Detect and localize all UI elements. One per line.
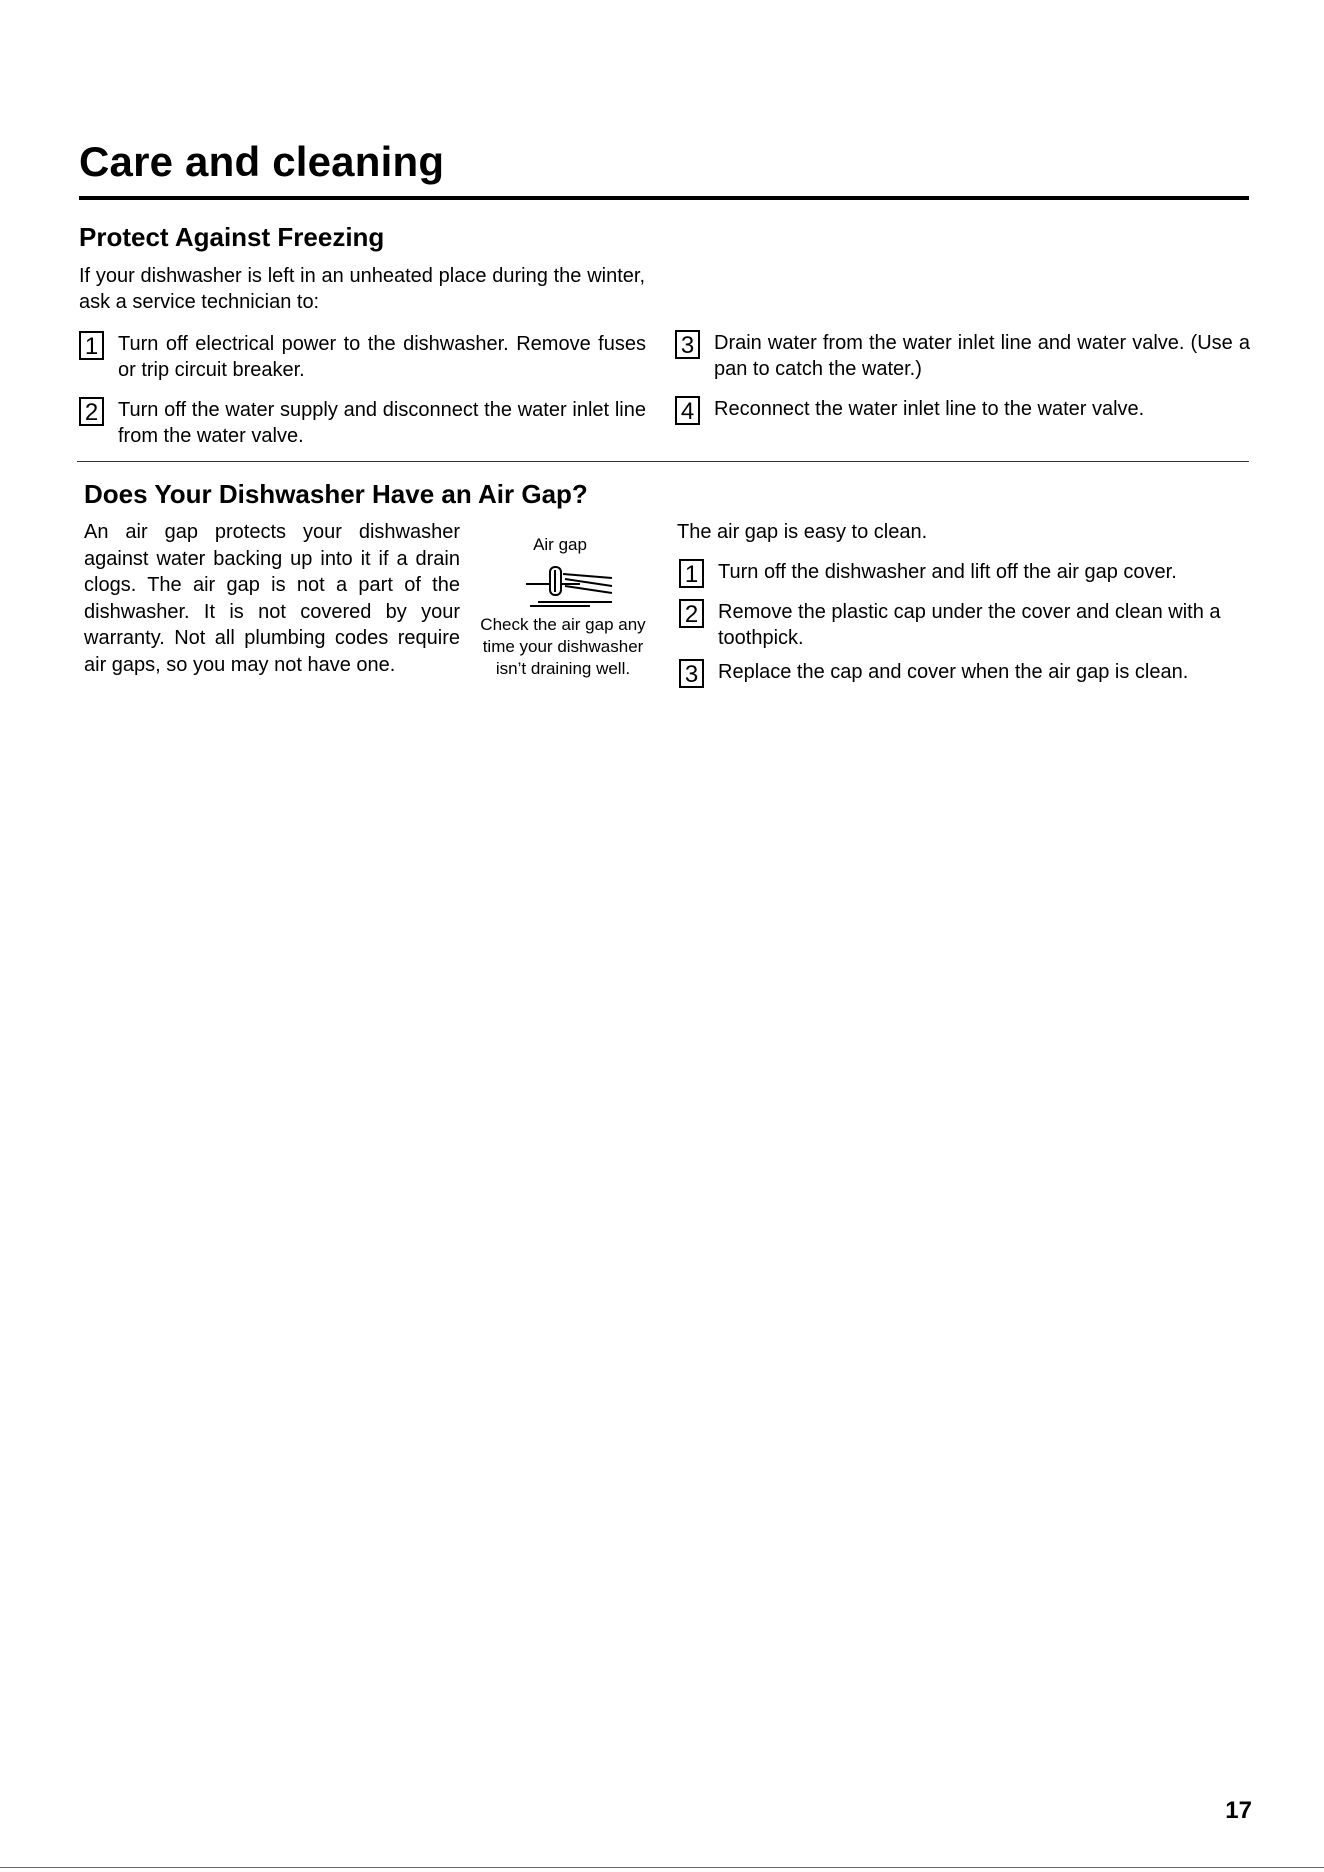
step-text: Drain water from the water inlet line and water valve. (Use a pan to catch the water.)	[714, 332, 1250, 380]
step-number-box: 3	[679, 659, 704, 688]
title-divider	[79, 196, 1249, 200]
step-number-box: 1	[79, 331, 104, 360]
section-heading-freezing: Protect Against Freezing	[79, 222, 385, 252]
air-gap-illustration	[520, 562, 620, 614]
step-text: Turn off the water supply and disconnect the water inlet line from the water valve.	[118, 399, 646, 447]
figure-caption: Check the air gap any time your dishwasher isn’t draining well.	[480, 615, 646, 678]
step-number-box: 2	[79, 397, 104, 426]
step-number-box: 2	[679, 599, 704, 628]
section-heading-airgap: Does Your Dishwasher Have an Air Gap?	[84, 479, 588, 509]
airgap-intro: An air gap protects your dishwasher against water backing up into it if a drain clogs. The air gap is not a part of the dishwasher. It is not covered by your warranty. Not all plumbing codes require air gaps, so you may not have one.	[84, 521, 460, 676]
step-number-box: 3	[675, 330, 700, 359]
step-text: Remove the plastic cap under the cover and clean with a toothpick.	[718, 601, 1221, 649]
section-divider	[77, 461, 1249, 462]
airgap-clean-intro: The air gap is easy to clean.	[677, 521, 928, 543]
step-text: Reconnect the water inlet line to the water valve.	[714, 398, 1145, 420]
page-title: Care and cleaning	[79, 138, 445, 185]
step-text: Replace the cap and cover when the air gap is clean.	[718, 661, 1189, 683]
step-number-box: 4	[675, 396, 700, 425]
step-number-box: 1	[679, 559, 704, 588]
freezing-intro: If your dishwasher is left in an unheated place during the winter, ask a service technician to:	[79, 265, 645, 313]
page-number: 17	[1225, 1797, 1252, 1824]
bottom-edge-line	[0, 1867, 1324, 1868]
figure-label: Air gap	[533, 535, 587, 554]
step-text: Turn off the dishwasher and lift off the air gap cover.	[718, 561, 1177, 583]
step-text: Turn off electrical power to the dishwasher. Remove fuses or trip circuit breaker.	[118, 333, 646, 381]
